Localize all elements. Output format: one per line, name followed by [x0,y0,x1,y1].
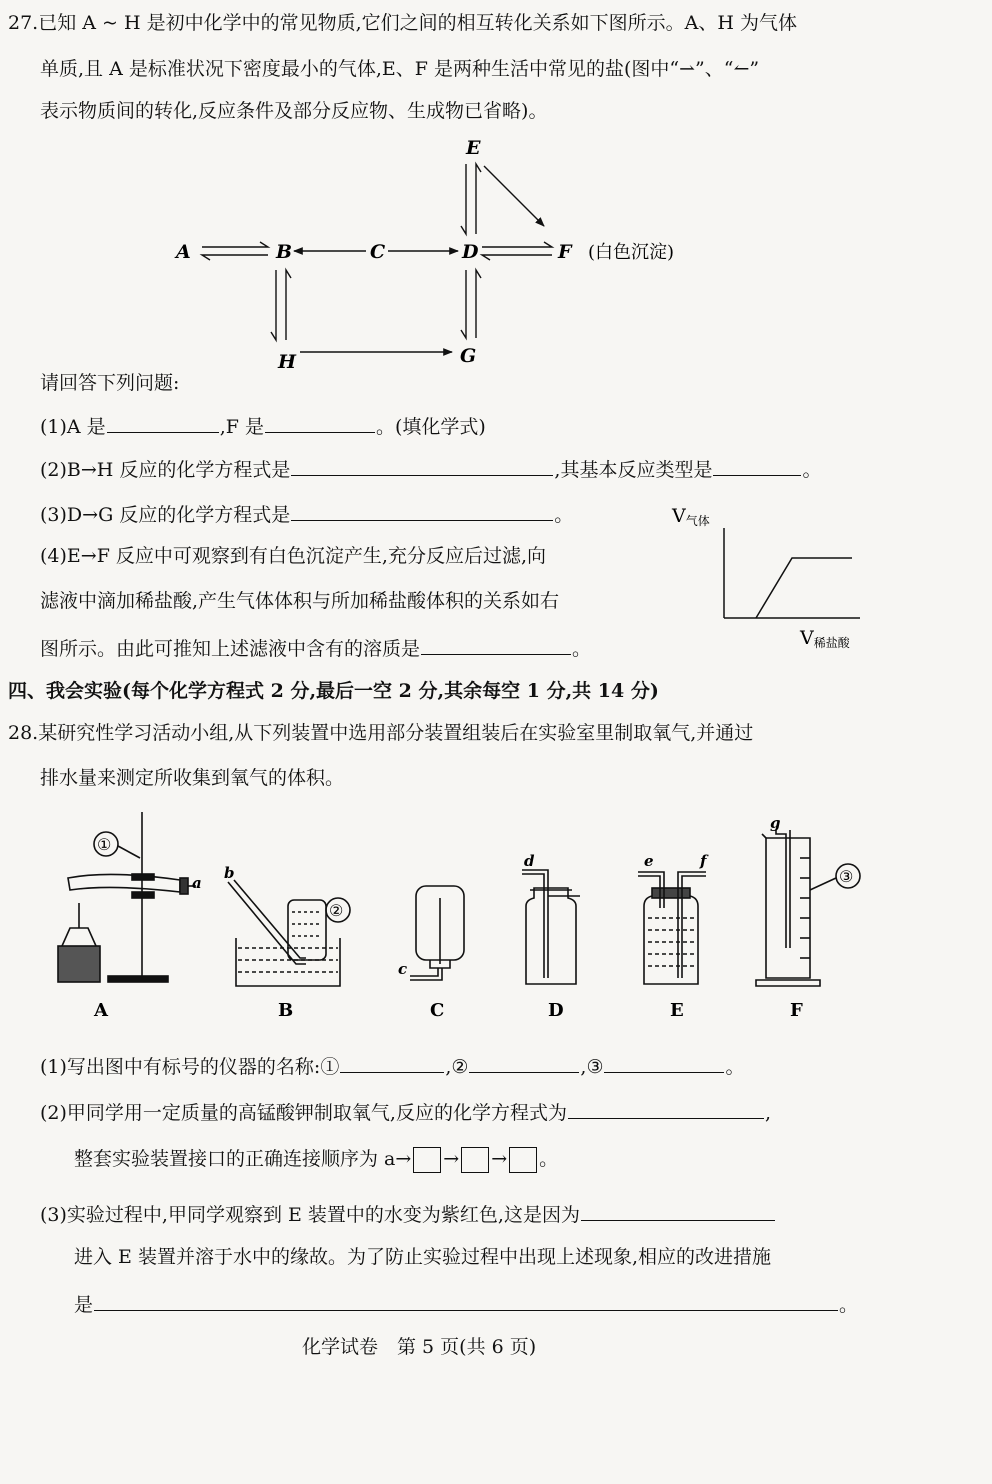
graph-x-label: V稀盐酸 [800,627,850,650]
port-b: b [224,864,235,882]
node-g: G [460,345,477,367]
q28-3-blank-measure[interactable] [94,1290,838,1311]
node-c: C [370,241,386,263]
label-f: F [790,1000,803,1021]
node-e: E [466,137,481,159]
apparatus-f [756,830,860,986]
q28-sub-3-line-3: 是 。 [74,1290,858,1318]
node-f: F [558,241,572,263]
q28-3-blank-reason[interactable] [581,1200,775,1221]
apparatus-b [228,880,350,986]
q27-1-blank-a[interactable] [107,412,219,433]
q27-3-blank-equation[interactable] [291,500,553,521]
node-d: D [462,241,479,263]
q27-2-blank-equation[interactable] [291,455,553,476]
q28-sub-1: (1)写出图中有标号的仪器的名称:① ,② ,③ 。 [40,1052,745,1080]
label-c: C [430,1000,445,1021]
q27-2-blank-type[interactable] [713,455,801,476]
q28-sub-2-line-1: (2)甲同学用一定质量的高锰酸钾制取氧气,反应的化学方程式为 , [40,1098,771,1126]
marker-3: ③ [839,867,854,886]
q28-1-blank-3[interactable] [604,1052,724,1073]
node-a: A [176,241,191,263]
graph-y-label: V气体 [672,505,710,528]
marker-2: ② [329,901,344,920]
q27-sub-3: (3)D→G 反应的化学方程式是 。 [40,500,573,528]
label-d: D [548,1000,564,1021]
q28-sub-3-line-2: 进入 E 装置并溶于水中的缘故。为了防止实验过程中出现上述现象,相应的改进措施 [74,1246,771,1268]
connection-box-2[interactable] [461,1147,489,1173]
q28-sub-2-line-2: 整套实验装置接口的正确连接顺序为 a→ → → 。 [74,1146,558,1173]
node-b: B [276,241,293,263]
port-d: d [524,852,535,870]
marker-1: ① [97,835,112,854]
q27-1-blank-f[interactable] [265,412,375,433]
apparatus-e [638,872,706,984]
q27-sub-4-line-1: (4)E→F 反应中可观察到有白色沉淀产生,充分反应后过滤,向 [40,545,547,567]
connection-box-1[interactable] [413,1147,441,1173]
q27-sub-4-line-2: 滤液中滴加稀盐酸,产生气体体积与所加稀盐酸体积的关系如右 [40,590,560,612]
transformation-diagram [160,130,740,375]
q27-sub-2: (2)B→H 反应的化学方程式是 ,其基本反应类型是 。 [40,455,821,483]
port-a: a [192,874,202,892]
apparatus-c [410,886,464,980]
port-g: g [770,814,781,832]
q28-1-blank-1[interactable] [340,1052,444,1073]
page-footer: 化学试卷 第 5 页(共 6 页) [302,1336,537,1358]
node-h: H [278,351,296,373]
q28-sub-3-line-1: (3)实验过程中,甲同学观察到 E 装置中的水变为紫红色,这是因为 [40,1200,776,1228]
port-c: c [398,960,408,978]
section-4-heading: 四、我会实验(每个化学方程式 2 分,最后一空 2 分,其余每空 1 分,共 14 分) [8,680,659,702]
q28-line-1: 28.某研究性学习活动小组,从下列装置中选用部分装置组装后在实验室里制取氧气,并通过 [8,722,754,744]
port-f: f [700,852,707,870]
q28-2-blank-equation[interactable] [568,1098,764,1119]
f-note: (白色沉淀) [588,242,675,263]
q27-sub-4-line-3: 图所示。由此可推知上述滤液中含有的溶质是 。 [40,634,591,662]
q28-line-2: 排水量来测定所收集到氧气的体积。 [40,767,345,789]
apparatus-a [58,812,196,982]
port-e: e [644,852,654,870]
label-a: A [94,1000,108,1021]
label-e: E [670,1000,684,1021]
q27-line-1: 27.已知 A ~ H 是初中化学中的常见物质,它们之间的相互转化关系如下图所示。A、H 为气体 [8,12,797,34]
q27-line-2: 单质,且 A 是标准状况下密度最小的气体,E、F 是两种生活中常见的盐(图中“⇀”、“↼” [40,58,760,80]
q27-line-3: 表示物质间的转化,反应条件及部分反应物、生成物已省略)。 [40,100,548,122]
q27-sub-1: (1)A 是 ,F 是 。(填化学式) [40,412,486,440]
apparatus-d [522,870,580,984]
q27-4-blank-solute[interactable] [421,634,571,655]
q28-1-blank-2[interactable] [469,1052,579,1073]
q27-prompt: 请回答下列问题: [40,372,180,394]
gas-volume-graph [660,500,880,660]
apparatus-figure [40,808,900,1028]
connection-box-3[interactable] [509,1147,537,1173]
label-b: B [278,1000,294,1021]
